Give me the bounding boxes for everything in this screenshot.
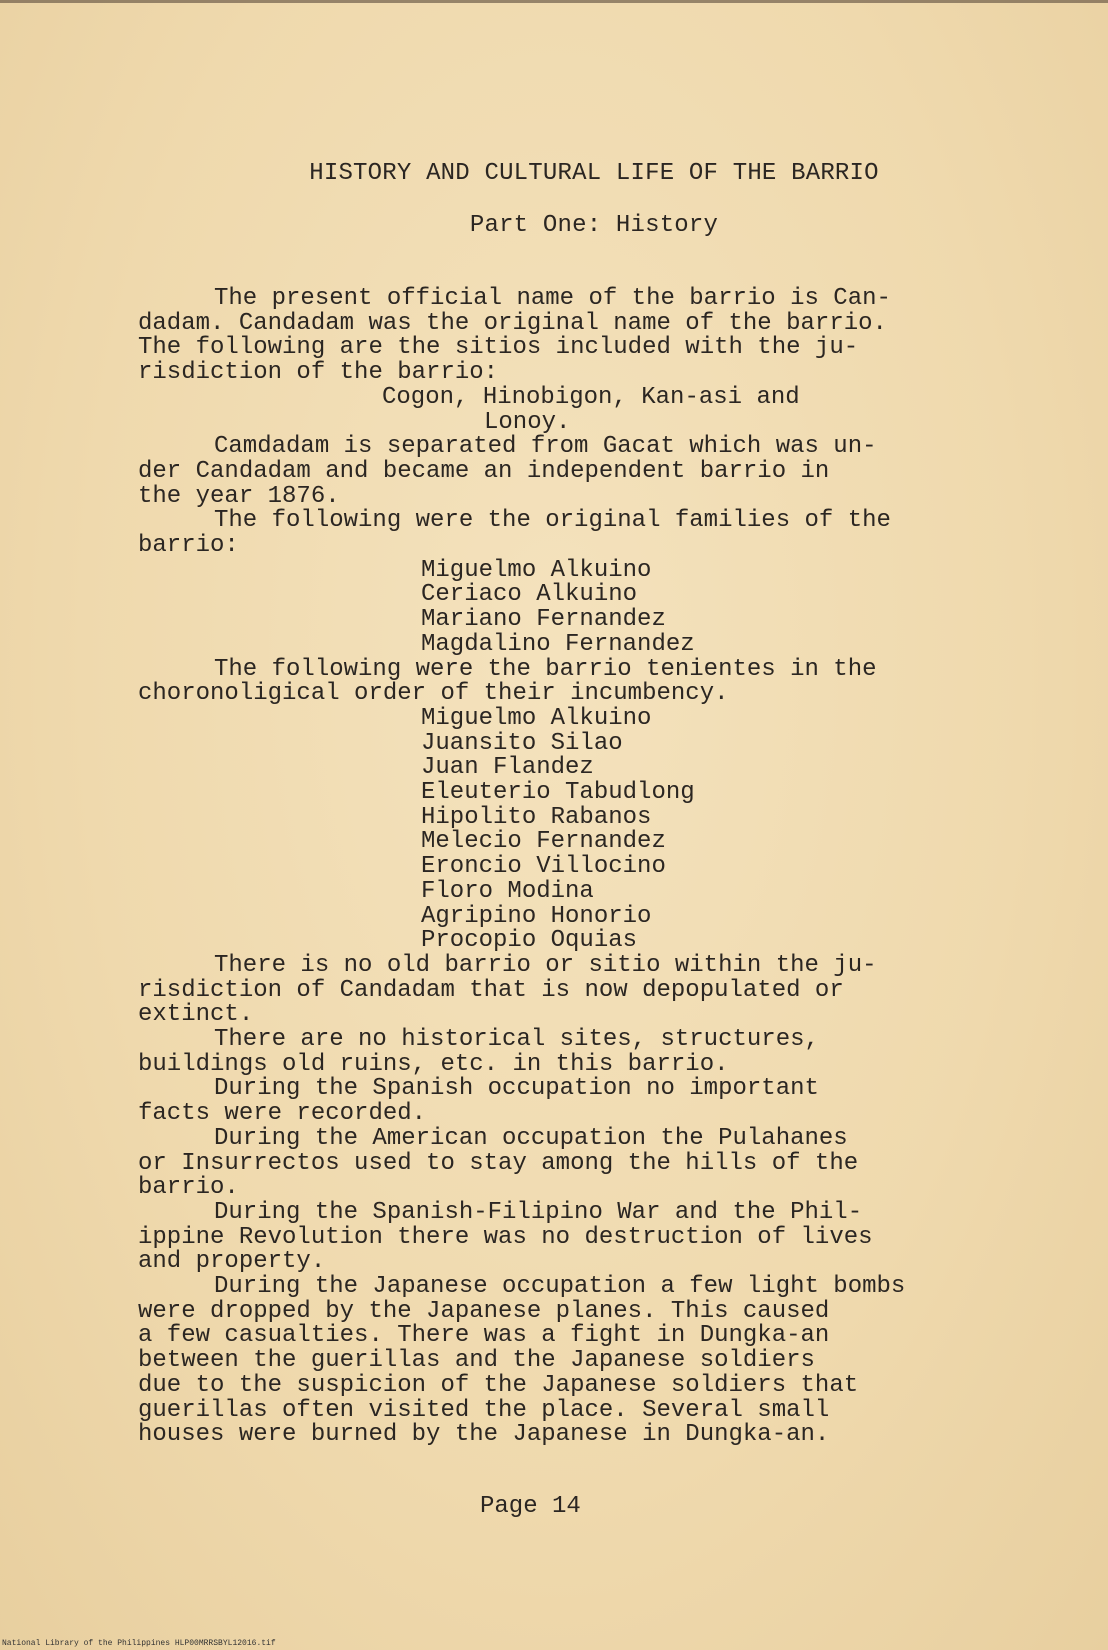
text-line: During the Japanese occupation a few light bombs — [214, 1273, 906, 1300]
family-name: Mariano Fernandez — [421, 606, 666, 634]
text-line: ippine Revolution there was no destruction of lives — [138, 1223, 873, 1251]
text-line: There are no historical sites, structures, — [214, 1026, 819, 1053]
teniente-name: Miguelmo Alkuino — [421, 704, 652, 732]
text-line: buildings old ruins, etc. in this barrio. — [138, 1050, 729, 1078]
text-line: During the American occupation the Pulahanes — [214, 1124, 848, 1152]
teniente-name: Floro Modina — [421, 877, 594, 905]
text-line: Lonoy. — [484, 408, 571, 436]
teniente-name: Eroncio Villocino — [421, 853, 666, 881]
text-line: were dropped by the Japanese planes. This caused — [138, 1297, 830, 1325]
text-line: risdiction of Candadam that is now depopulated or — [138, 976, 844, 1004]
text-line: and property. — [138, 1248, 326, 1276]
text-line: or Insurrectos used to stay among the hills of the — [138, 1149, 859, 1177]
top-edge — [0, 0, 1108, 3]
text-line: houses were burned by the Japanese in Dungka-an. — [138, 1421, 830, 1449]
text-line: between the guerillas and the Japanese soldiers — [138, 1347, 815, 1375]
text-line: During the Spanish occupation no important — [214, 1075, 819, 1103]
text-line: due to the suspicion of the Japanese soldiers that — [138, 1371, 859, 1399]
teniente-name: Procopio Oquias — [421, 927, 638, 955]
teniente-name: Eleuterio Tabudlong — [421, 779, 695, 806]
teniente-name: Agripino Honorio — [421, 902, 652, 930]
teniente-name: Melecio Fernandez — [421, 828, 666, 856]
page-number: Page 14 — [480, 1493, 581, 1520]
text-line: barrio: — [138, 532, 239, 559]
text-line: Camdadam is separated from Gacat which was un- — [214, 433, 877, 461]
text-line: Cogon, Hinobigon, Kan-asi and — [382, 383, 800, 411]
scan-label: National Library of the Philippines HLP00MRRSBYL12016.tif — [2, 1639, 276, 1648]
teniente-name: Juansito Silao — [421, 729, 623, 757]
text-line: The following were the original families of the — [214, 507, 891, 535]
text-line: the year 1876. — [138, 482, 340, 510]
text-line: The present official name of the barrio is Can- — [214, 285, 891, 312]
family-name: Ceriaco Alkuino — [421, 581, 638, 609]
text-line: choronoligical order of their incumbency. — [138, 680, 729, 708]
family-name: Magdalino Fernandez — [421, 630, 695, 658]
text-line: guerillas often visited the place. Several small — [138, 1396, 830, 1424]
text-line: The following were the barrio tenientes in the — [214, 655, 877, 683]
page-title: HISTORY AND CULTURAL LIFE OF THE BARRIO — [309, 160, 879, 187]
text-line: risdiction of the barrio: — [138, 359, 499, 387]
text-line: barrio. — [138, 1174, 239, 1202]
teniente-name: Hipolito Rabanos — [421, 803, 652, 831]
text-line: There is no old barrio or sitio within the ju- — [214, 951, 877, 979]
text-line: der Candadam and became an independent barrio in — [138, 457, 830, 485]
teniente-name: Juan Flandez — [421, 754, 594, 782]
text-line: facts were recorded. — [138, 1100, 427, 1128]
text-line: dadam. Candadam was the original name of the barrio. — [138, 309, 887, 337]
text-line: extinct. — [138, 1001, 254, 1029]
page-subtitle: Part One: History — [469, 212, 719, 239]
text-line: The following are the sitios included with the ju- — [138, 334, 859, 362]
text-line: During the Spanish-Filipino War and the Phil- — [214, 1198, 863, 1226]
family-name: Miguelmo Alkuino — [421, 556, 652, 584]
text-line: a few casualties. There was a fight in Dungka-an — [138, 1322, 830, 1350]
